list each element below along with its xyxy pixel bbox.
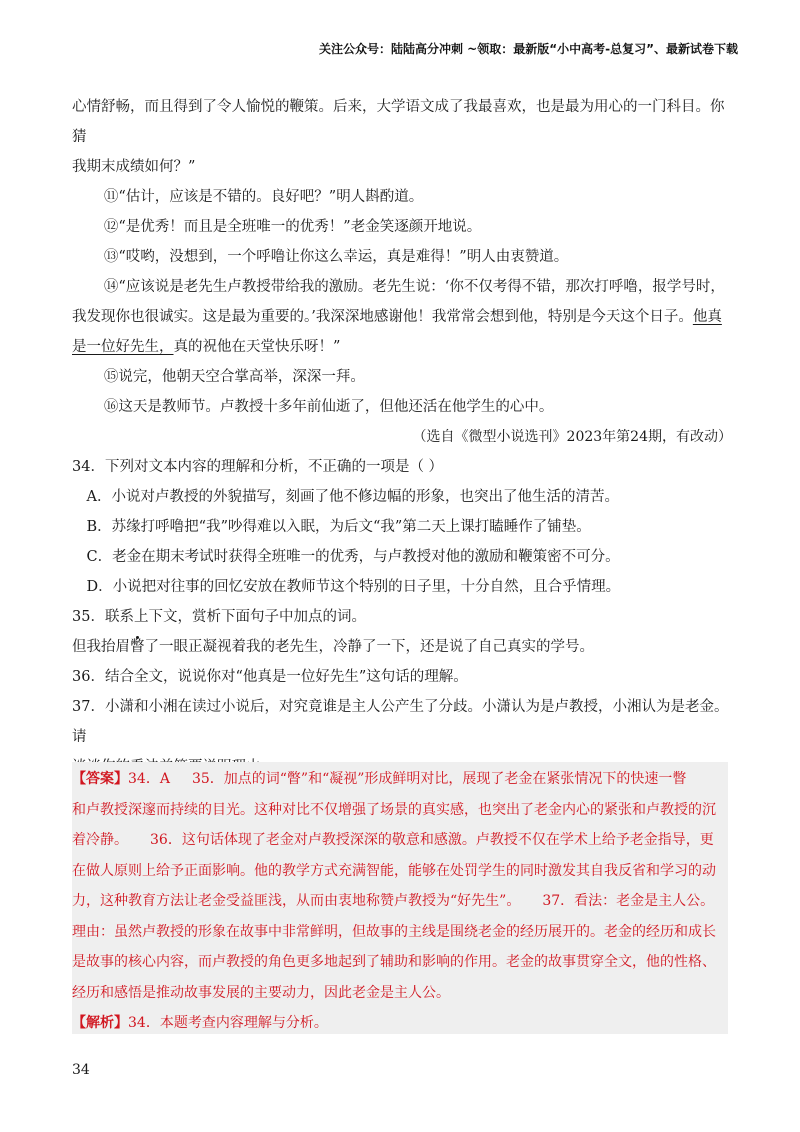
answer-37: 37．看法：老金是主人公。 xyxy=(542,893,715,909)
story-paragraph-10-end: 心情舒畅，而且得到了令人愉悦的鞭策。后来，大学语文成了我最喜欢，也是最为用心的一门科目。你猜 xyxy=(72,99,725,145)
sentence-text: 了一眼正凝视着我的老先生，冷静了一下，还是说了自己真实的学号。 xyxy=(144,639,594,655)
question-35: 35．联系上下文，赏析下面句子中加点的词。 xyxy=(72,609,366,625)
answer-line-4: 在做人原则上给予正面影响。他的教学方式充满智能，能够在处罚学生的同时激发其自我反省和学习的动 xyxy=(72,862,716,879)
analysis-text: 34．本题考查内容理解与分析。 xyxy=(128,1015,328,1031)
question-35-sentence xyxy=(72,632,732,662)
question-37: 37．小潇和小湘在读过小说后，对究竟谁是主人公产生了分歧。小潇认为是卢教授，小湘认为是老金。请 xyxy=(72,699,729,745)
analysis-tag: 【解析】 xyxy=(72,1015,128,1031)
story-paragraph-13: ⑬“哎哟，没想到，一个呼噜让你这么幸运，真是难得！”明人由衷赞道。 xyxy=(103,249,569,265)
analysis-line xyxy=(72,1008,728,1039)
story-paragraph-11: ⑪“估计，应该是不错的。良好吧？”明人斟酌道。 xyxy=(103,189,424,205)
page-number: 34 xyxy=(72,1062,90,1078)
answer-34: 34．A xyxy=(128,771,170,787)
dotted-word: 瞥 xyxy=(130,639,145,655)
question-34: 34．下列对文本内容的理解和分析，不正确的一项是（ ） xyxy=(72,459,444,475)
story-source: （选自《微型小说选刊》2023年第24期，有改动） xyxy=(412,429,732,445)
question-34-option-a: A．小说对卢教授的外貌描写，刻画了他不修边幅的形象，也突出了他生活的清苦。 xyxy=(86,489,619,505)
story-paragraph-15: ⑮说完，他朝天空合掌高举，深深一拜。 xyxy=(103,369,365,385)
story-paragraph-14: ⑭“应该说是老先生卢教授带给我的激励。老先生说：‘你不仅考得不错，那次打呼噜，报学号时， xyxy=(103,279,725,295)
answer-36-end: 力，这种教育方法让老金受益匪浅，从而由衷地称赞卢教授为“好先生”。 xyxy=(72,893,521,909)
underlined-sentence: 他真 xyxy=(692,309,722,325)
question-34-option-c: C．老金在期末考试时获得全班唯一的优秀，与卢教授对他的激励和鞭策密不可分。 xyxy=(86,549,620,565)
answer-line-1 xyxy=(72,764,728,795)
answer-tag: 【答案】 xyxy=(72,771,128,787)
answer-line-2: 和卢教授深邃而持续的目光。这种对比不仅增强了场景的真实感，也突出了老金内心的紧张和卢教授的沉 xyxy=(72,801,716,818)
story-paragraph-10-end-2: 我期末成绩如何？” xyxy=(72,159,196,175)
answer-line-7: 是故事的核心内容，而卢教授的角色更多地起到了辅助和影响的作用。老金的故事贯穿全文，他的性格、 xyxy=(72,954,716,970)
story-and-questions xyxy=(72,92,732,782)
answer-35-end: 着冷静。 xyxy=(72,832,128,848)
answer-line-8: 经历和感悟是推动故事发展的主要动力，因此老金是主人公。 xyxy=(72,984,450,1001)
answer-line-5 xyxy=(72,886,728,917)
answer-line-6: 理由：虽然卢教授的形象在故事中非常鲜明，但故事的主线是围绕老金的经历展开的。老金的经历和成长 xyxy=(72,923,716,940)
story-text: 真的祝他在天堂快乐呀！” xyxy=(173,339,341,355)
story-paragraph-14-line3 xyxy=(72,332,732,362)
answer-36: 36．这句话体现了老金对卢教授深深的敬意和感激。卢教授不仅在学术上给予老金指导，更 xyxy=(150,832,714,848)
sentence-text: 但我抬眉 xyxy=(72,639,130,655)
underlined-sentence: 是一位好先生， xyxy=(72,339,174,355)
answer-line-3 xyxy=(72,825,728,856)
story-paragraph-16: ⑯这天是教师节。卢教授十多年前仙逝了，但他还活在他学生的心中。 xyxy=(103,399,554,415)
question-36: 36．结合全文，说说你对“他真是一位好先生”这句话的理解。 xyxy=(72,669,468,685)
answer-box xyxy=(72,762,728,1034)
story-paragraph-14-line2 xyxy=(72,302,732,332)
story-text: 我发现你也很诚实。这是最为重要的。’我深深地感谢他！我常常会想到他，特别是今天这个日子。 xyxy=(72,309,693,325)
question-34-option-b: B．苏缘打呼噜把“我”吵得难以入眠，为后文“我”第二天上课打瞌睡作了铺垫。 xyxy=(86,519,591,535)
page-header: 关注公众号：陆陆高分冲刺 ~领取：最新版“小中高考-总复习”、最新试卷下载 xyxy=(319,42,738,56)
answer-35: 35．加点的词“瞥”和“凝视”形成鲜明对比，展现了老金在紧张情况下的快速一瞥 xyxy=(191,771,687,787)
story-paragraph-12: ⑫“是优秀！而且是全班唯一的优秀！”老金笑逐颜开地说。 xyxy=(103,219,482,235)
question-34-option-d: D．小说把对往事的回忆安放在教师节这个特别的日子里，十分自然，且合乎情理。 xyxy=(86,579,621,595)
